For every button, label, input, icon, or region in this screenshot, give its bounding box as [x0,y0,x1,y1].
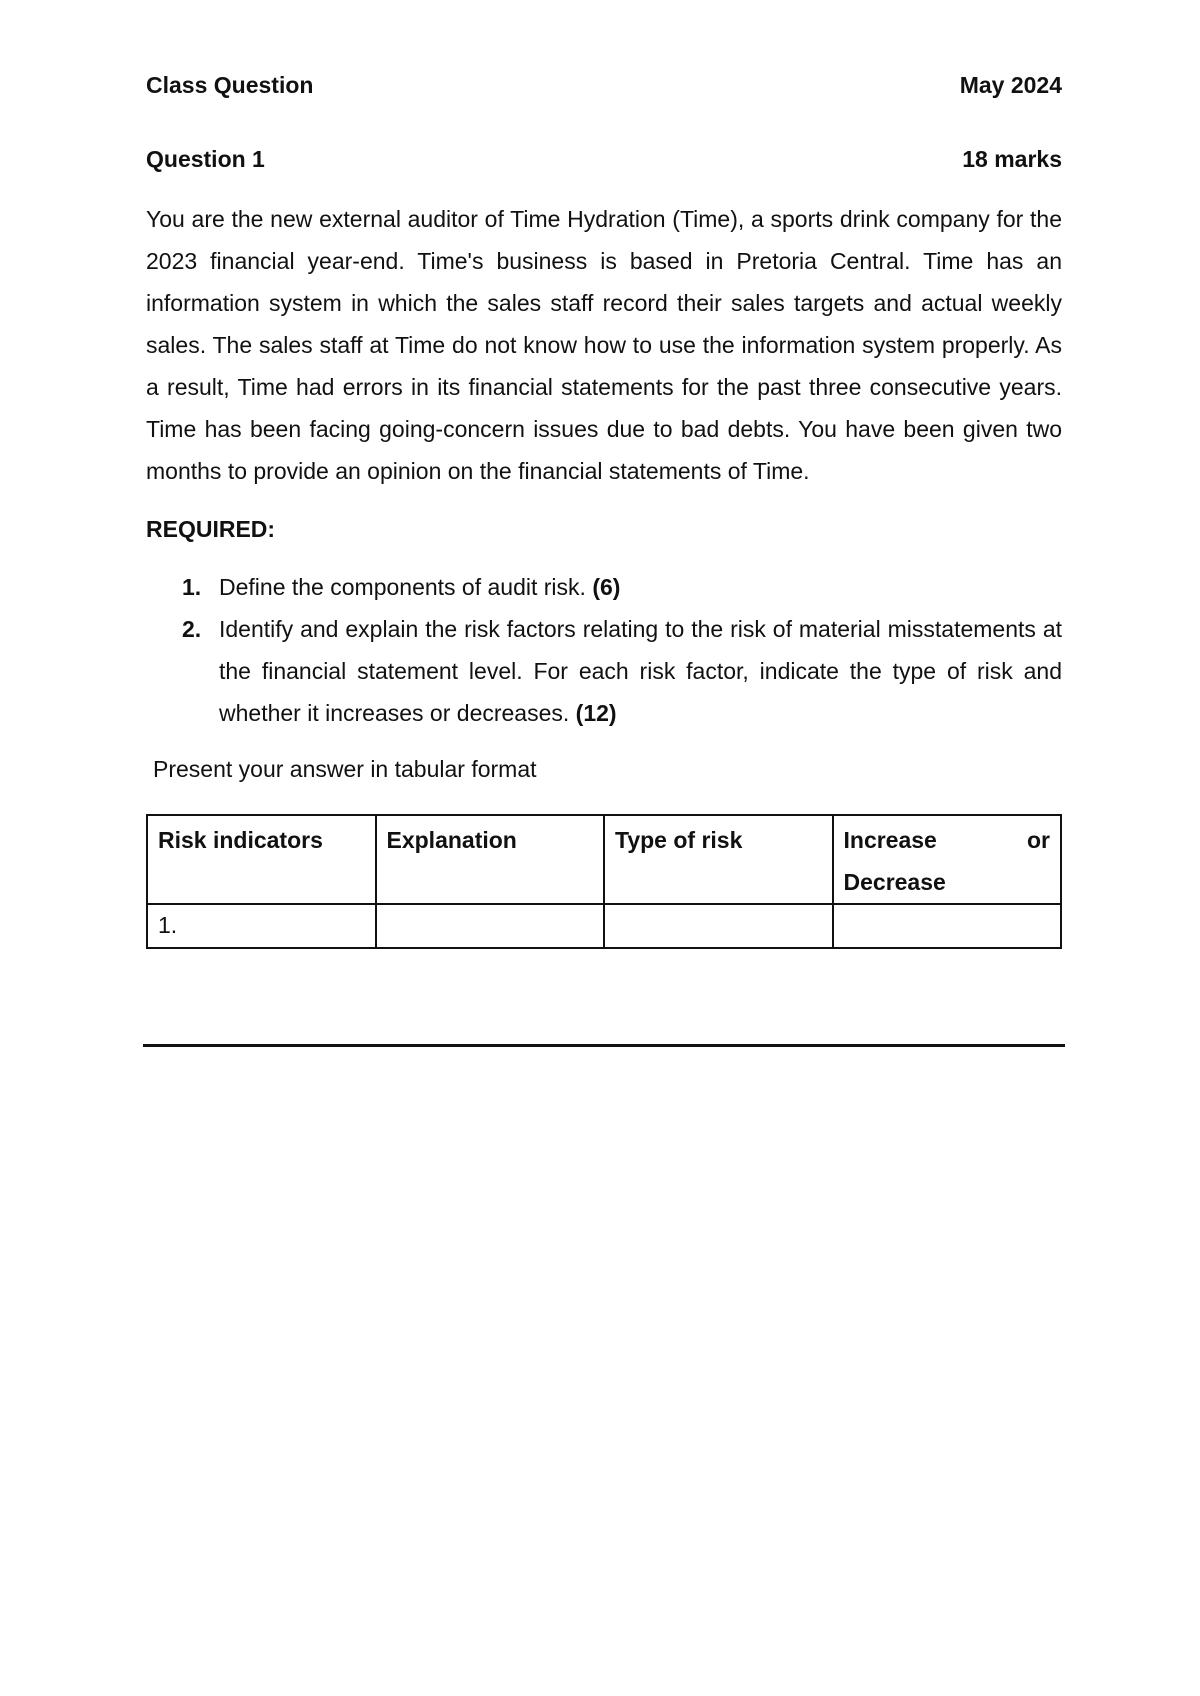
header-type-of-risk: Type of risk [604,815,833,904]
requirement-number: 1. [182,574,202,600]
header-increase-or-decrease [833,815,1062,904]
horizontal-divider [143,1044,1065,1047]
table-header-row [147,815,1061,904]
requirements-list [146,566,1062,734]
header-decrease-word: Decrease [843,869,946,895]
question-marks: 18 marks [962,146,1062,172]
table-cell[interactable] [833,904,1062,948]
header-explanation: Explanation [376,815,605,904]
class-question-label: Class Question [146,72,314,98]
header-or-word: or [1027,827,1050,853]
answer-table [146,814,1062,949]
question-heading [146,146,1062,173]
required-label: REQUIRED: [146,516,276,542]
requirement-marks: (12) [575,700,617,726]
date-label: May 2024 [959,72,1062,98]
requirement-item [146,608,1062,734]
header-risk-indicators: Risk indicators [147,815,376,904]
requirement-marks: (6) [592,574,621,600]
requirement-text: Identify and explain the risk factors relating to the risk of material misstatements at the financial statement level. For each risk factor, indicate the type of risk and whether it increases or decreases. [219,616,1062,726]
table-cell[interactable]: 1. [147,904,376,948]
scenario-paragraph: You are the new external auditor of Time Hydration (Time), a sports drink company for the 2023 financial year-end. Time's business is based in Pretoria Central. Time has an information system in which the sales staff record their sales targets and actual weekly sales. The sales staff at Time do not know how to use the information system properly. As a result, Time had errors in its financial statements for the past three consecutive years. Time has been facing going-concern issues due to bad debts. You have been given two months to provide an opinion on the financial statements of Time. [146,206,1062,484]
requirement-item [146,566,1062,608]
requirement-text: Define the components of audit risk. [219,574,593,600]
present-instruction: Present your answer in tabular format [153,756,537,782]
table-cell[interactable] [604,904,833,948]
requirement-number: 2. [182,616,202,642]
document-page [146,0,1062,1696]
header-increase-word: Increase [843,827,937,853]
table-cell[interactable] [376,904,605,948]
question-number: Question 1 [146,146,265,172]
table-row [147,904,1061,948]
document-header [146,72,1062,99]
